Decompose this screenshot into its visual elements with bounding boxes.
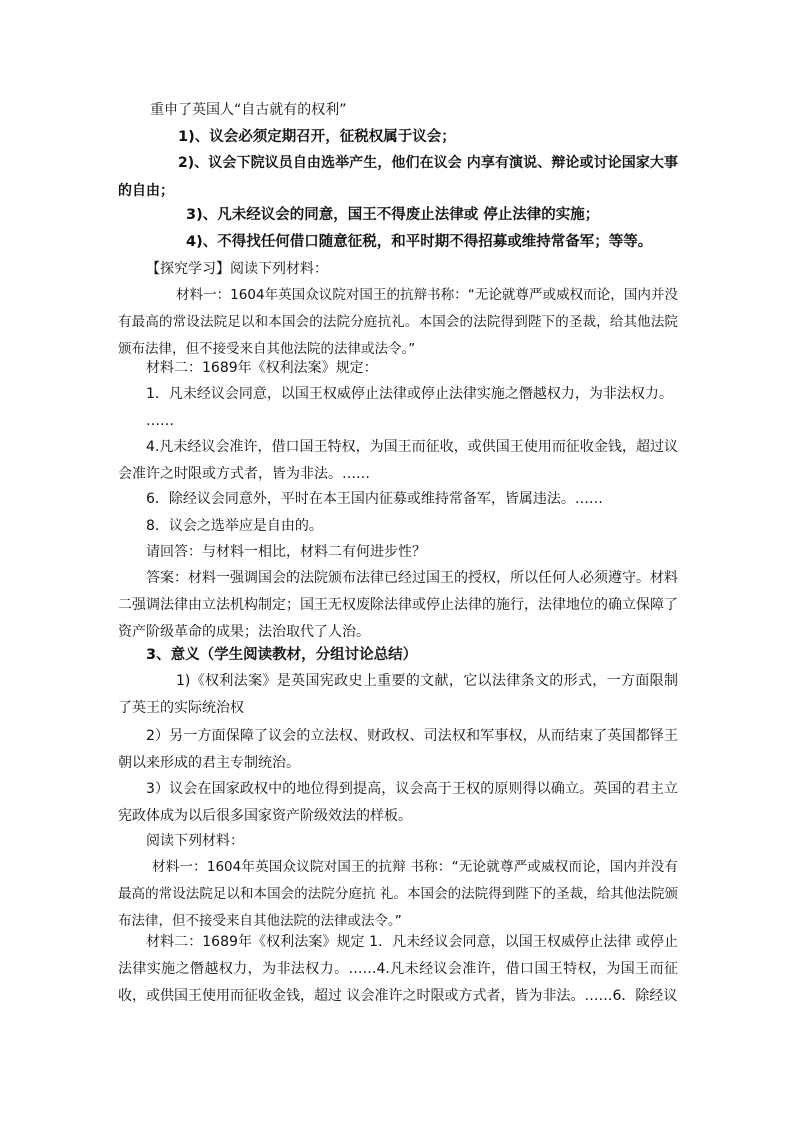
significance-2: 2）另一方面保障了议会的立法权、财政权、司法权和军事权，从而结束了英国都铎王朝以来形成的君主专制统治。 (118, 728, 678, 771)
material-2-repeat: 材料二：1689年《权利法案》规定 1．凡未经议会同意，以国王权威停止法律 或停止法律实施之僭越权力，为非法权力。……4.凡未经议会准许，借口国王特权，为国王而征收，或供国王使用而征收金钱，超过 议会准许之时限或方式者，皆为非法。……6．除经议 (118, 934, 678, 1004)
question: 请回答：与材料一相比，材料二有何进步性？ (146, 544, 426, 560)
material-2-item-6: 6．除经议会同意外，平时在本王国内征募或维持常备军，皆属违法。…… (146, 491, 603, 507)
significance-3: 3）议会在国家政权中的地位得到提高，议会高于王权的原则得以确立。英国的君主立宪政体成为以后很多国家资产阶级效法的样板。 (118, 781, 678, 824)
material-1: 材料一：1604年英国众议院对国王的抗辩书称：“无论就尊严或威权而论，国内并没有最高的常设法院足以和本国会的法院分庭抗礼。本国会的法院得到陛下的圣裁，给其他法院颁布法律，但不接受来自其他法院的法律或法令。” (118, 287, 678, 357)
answer: 答案：材料一强调国会的法院颁布法律已经过国王的授权，所以任何人必须遵守。材料二强调法律由立法机构制定；国王无权废除法律或停止法律的施行，法律地位的确立保障了资产阶级革命的成果；法治取代了人治。 (118, 570, 678, 640)
material-2-item-4: 4.凡未经议会准许，借口国王特权，为国王而征收，或供国王使用而征收金钱，超过议会准许之时限或方式者，皆为非法。…… (118, 439, 678, 482)
material-2-ellipsis: …… (146, 413, 174, 429)
significance-heading: 3、意义（学生阅读教材，分组讨论总结） (146, 647, 418, 663)
material-2-item-8: 8．议会之选举应是自由的。 (146, 518, 323, 534)
material-1-repeat: 材料一：1604年英国众议院对国王的抗辩 书称：“无论就尊严或威权而论，国内并没有最高的常设法院足以和本国会的法院分庭抗 礼。本国会的法院得到陛下的圣裁，给其他法院颁布法律，但不接受来自其他法院的法律或法令。” (118, 859, 678, 929)
intro-line: 重申了英国人“自古就有的权利” (150, 102, 347, 118)
right-3: 3)、凡未经议会的同意，国王不得废止法律或 停止法律的实施； (186, 207, 600, 223)
significance-1: 1)《权利法案》是英国宪政史上重要的文献，它以法律条文的形式，一方面限制了英王的实际统治权 (118, 673, 678, 716)
right-4: 4)、不得找任何借口随意征税，和平时期不得招募或维持常备军；等等。 (186, 234, 653, 250)
right-2: 2)、议会下院议员自由选举产生，他们在议会 内享有演说、辩论或讨论国家大事的自由； (118, 155, 678, 199)
inquiry-heading: 【探究学习】阅读下列材料： (146, 261, 328, 277)
material-2-item-1: 1．凡未经议会同意，以国王权威停止法律或停止法律实施之僭越权力，为非法权力。 (146, 386, 673, 402)
material-2-title: 材料二：1689年《权利法案》规定： (146, 360, 378, 376)
read-again-heading: 阅读下列材料： (146, 833, 244, 849)
right-1: 1)、议会必须定期召开，征税权属于议会； (178, 129, 456, 145)
